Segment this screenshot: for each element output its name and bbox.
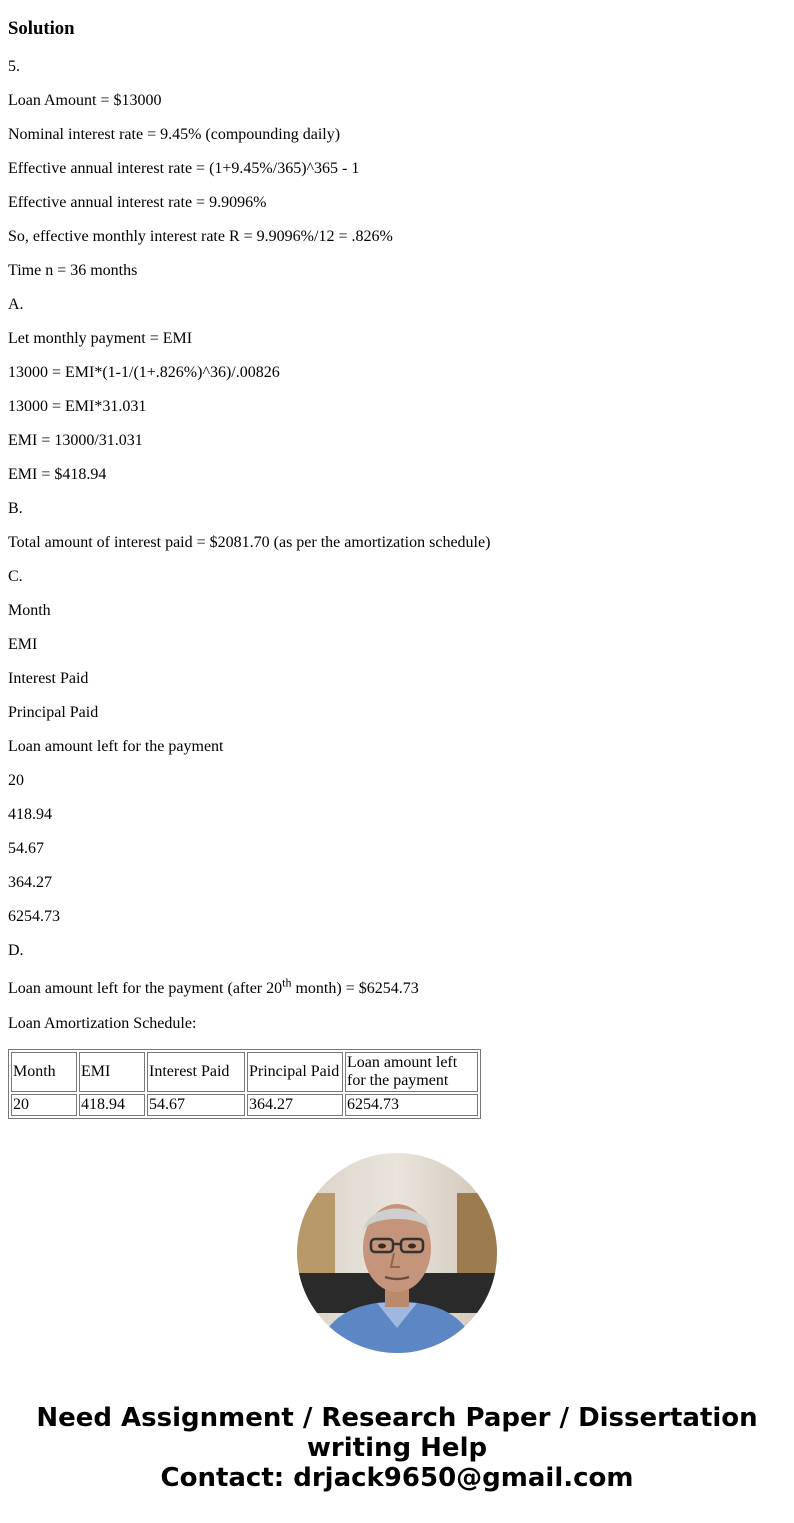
table-cell: 6254.73 <box>345 1094 478 1116</box>
table-header-cell: Principal Paid <box>247 1052 343 1092</box>
time-line: Time n = 36 months <box>8 262 138 279</box>
contact-footer <box>0 1403 794 1493</box>
table-header-cell: Loan amount left for the payment <box>345 1052 478 1092</box>
author-avatar <box>297 1153 497 1353</box>
loan-left-after-line <box>8 975 419 998</box>
part-d-label: D. <box>8 942 24 959</box>
schedule-title: Loan Amortization Schedule: <box>8 1015 197 1032</box>
emi-result-line: EMI = $418.94 <box>8 466 107 483</box>
emi-equation-line: 13000 = EMI*(1-1/(1+.826%)^36)/.00826 <box>8 364 280 381</box>
emi-division-line: EMI = 13000/31.031 <box>8 432 143 449</box>
emi-label: EMI <box>8 636 38 653</box>
table-cell: 364.27 <box>247 1094 343 1116</box>
interest-paid-value: 54.67 <box>8 840 44 857</box>
footer-line-2: writing Help <box>306 1433 488 1463</box>
table-cell: 20 <box>11 1094 77 1116</box>
part-a-label: A. <box>8 296 24 313</box>
emi-value: 418.94 <box>8 806 52 823</box>
interest-paid-label: Interest Paid <box>8 670 89 687</box>
footer-contact-line: Contact: drjack9650@gmail.com <box>160 1463 634 1493</box>
table-header-cell: Month <box>11 1052 77 1092</box>
amortization-table <box>8 1049 481 1119</box>
loan-left-value: 6254.73 <box>8 908 60 925</box>
emi-factor-line: 13000 = EMI*31.031 <box>8 398 147 415</box>
table-cell: 418.94 <box>79 1094 145 1116</box>
principal-paid-value: 364.27 <box>8 874 52 891</box>
ordinal-suffix: th <box>282 975 292 990</box>
monthly-rate-line: So, effective monthly interest rate R = 9.9096%/12 = .826% <box>8 228 393 245</box>
month-value: 20 <box>8 772 24 789</box>
table-row <box>11 1094 478 1116</box>
part-b-label: B. <box>8 500 23 517</box>
loan-left-after-text: Loan amount left for the payment (after 20 <box>8 980 283 997</box>
principal-paid-label: Principal Paid <box>8 704 99 721</box>
emi-definition-line: Let monthly payment = EMI <box>8 330 193 347</box>
table-header-cell: EMI <box>79 1052 145 1092</box>
part-c-label: C. <box>8 568 23 585</box>
loan-left-after-value: month) = $6254.73 <box>291 980 419 997</box>
nominal-rate-line: Nominal interest rate = 9.45% (compounding daily) <box>8 126 341 143</box>
table-cell: 54.67 <box>147 1094 245 1116</box>
effective-rate-formula-line: Effective annual interest rate = (1+9.45%/365)^365 - 1 <box>8 160 360 177</box>
loan-left-label: Loan amount left for the payment <box>8 738 224 755</box>
solution-heading: Solution <box>8 18 75 39</box>
author-portrait-image <box>297 1153 497 1353</box>
month-label: Month <box>8 602 51 619</box>
table-header-cell: Interest Paid <box>147 1052 245 1092</box>
loan-amount-line: Loan Amount = $13000 <box>8 92 162 109</box>
table-header-row <box>11 1052 478 1092</box>
question-number: 5. <box>8 58 20 75</box>
total-interest-line: Total amount of interest paid = $2081.70 (as per the amortization schedule) <box>8 534 491 551</box>
footer-line-1: Need Assignment / Research Paper / Dissertation <box>36 1403 758 1433</box>
effective-rate-line: Effective annual interest rate = 9.9096% <box>8 194 267 211</box>
